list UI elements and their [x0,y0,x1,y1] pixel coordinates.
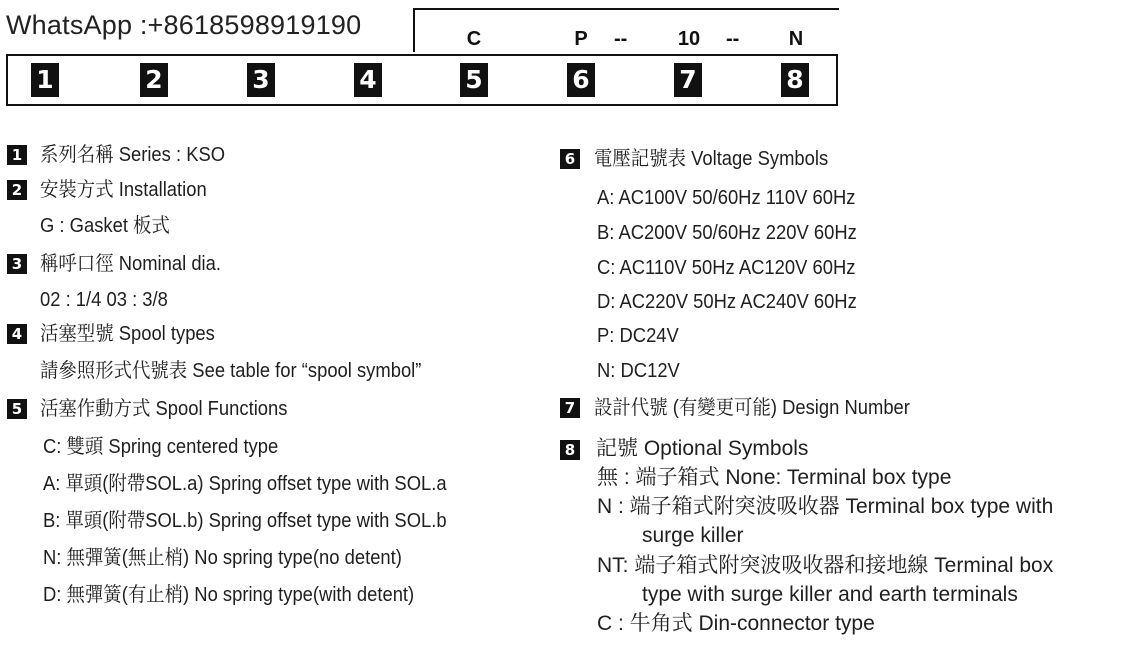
item-5-spool-functions-title: 活塞作動方式 Spool Functions [40,398,288,420]
item-3-nominal-dia-title: 稱呼口徑 Nominal dia. [40,253,221,275]
option-c: C : 牛角式 Din-connector type [597,612,875,635]
option-n: N : 端子箱式附突波吸收器 Terminal box type with [597,495,1054,518]
item-4-spool-types-title: 活塞型號 Spool types [40,323,215,345]
item-7-design-number-title: 設計代號 (有變更可能) Design Number [594,397,910,419]
item-8-optional-symbols-title: 記號 Optional Symbols [596,437,809,460]
item-5-badge: 5 [7,399,27,419]
code-separator-2: -- [726,28,740,50]
item-2-badge: 2 [7,180,27,200]
code-char-c: C [466,28,482,50]
item-5-function-d: D: 無彈簧(有止梢) No spring type(with detent) [43,584,415,606]
whatsapp-contact: WhatsApp :+8618598919190 [6,10,362,40]
item-2-gasket-line: G : Gasket 板式 [40,215,170,237]
position-8-marker: 8 [781,63,809,97]
voltage-c: C: AC110V 50Hz AC120V 60Hz [597,257,856,279]
code-char-10: 10 [677,28,701,50]
voltage-a: A: AC100V 50/60Hz 110V 60Hz [597,187,856,209]
code-char-p: P [574,28,588,50]
voltage-b: B: AC200V 50/60Hz 220V 60Hz [597,222,857,244]
item-3-size-line: 02 : 1/4 03 : 3/8 [40,289,168,311]
item-8-badge: 8 [560,440,580,460]
option-nt: NT: 端子箱式附突波吸收器和接地線 Terminal box [597,554,1054,577]
item-1-series-title: 系列名稱 Series : KSO [40,144,226,166]
position-4-marker: 4 [354,63,382,97]
model-code-position-bar [6,54,838,106]
item-7-badge: 7 [560,398,580,418]
option-nt-continued: type with surge killer and earth terminals [642,583,1018,606]
code-char-n: N [788,28,804,50]
voltage-p: P: DC24V [597,325,679,347]
option-n-continued: surge killer [642,524,744,547]
item-1-badge: 1 [7,145,27,165]
position-3-marker: 3 [247,63,275,97]
item-5-function-a: A: 單頭(附帶SOL.a) Spring offset type with SOL.a [43,473,447,495]
position-6-marker: 6 [567,63,595,97]
item-5-function-c: C: 雙頭 Spring centered type [43,436,279,458]
voltage-n: N: DC12V [597,360,680,382]
item-4-badge: 4 [7,324,27,344]
item-5-function-n: N: 無彈簧(無止梢) No spring type(no detent) [43,547,402,569]
position-5-marker: 5 [460,63,488,97]
item-4-spool-table-note: 請參照形式代號表 See table for “spool symbol” [40,360,422,382]
position-1-marker: 1 [31,63,59,97]
option-none: 無 : 端子箱式 None: Terminal box type [597,466,952,489]
voltage-d: D: AC220V 50Hz AC240V 60Hz [597,291,857,313]
item-2-installation-title: 安裝方式 Installation [40,179,207,201]
item-3-badge: 3 [7,254,27,274]
code-separator-1: -- [614,28,628,50]
position-7-marker: 7 [674,63,702,97]
item-5-function-b: B: 單頭(附帶SOL.b) Spring offset type with SOL.b [43,510,447,532]
code-frame-top-line [413,8,839,10]
item-6-voltage-title: 電壓記號表 Voltage Symbols [594,148,829,170]
item-6-badge: 6 [560,149,580,169]
code-frame-left-line [413,8,415,52]
position-2-marker: 2 [140,63,168,97]
